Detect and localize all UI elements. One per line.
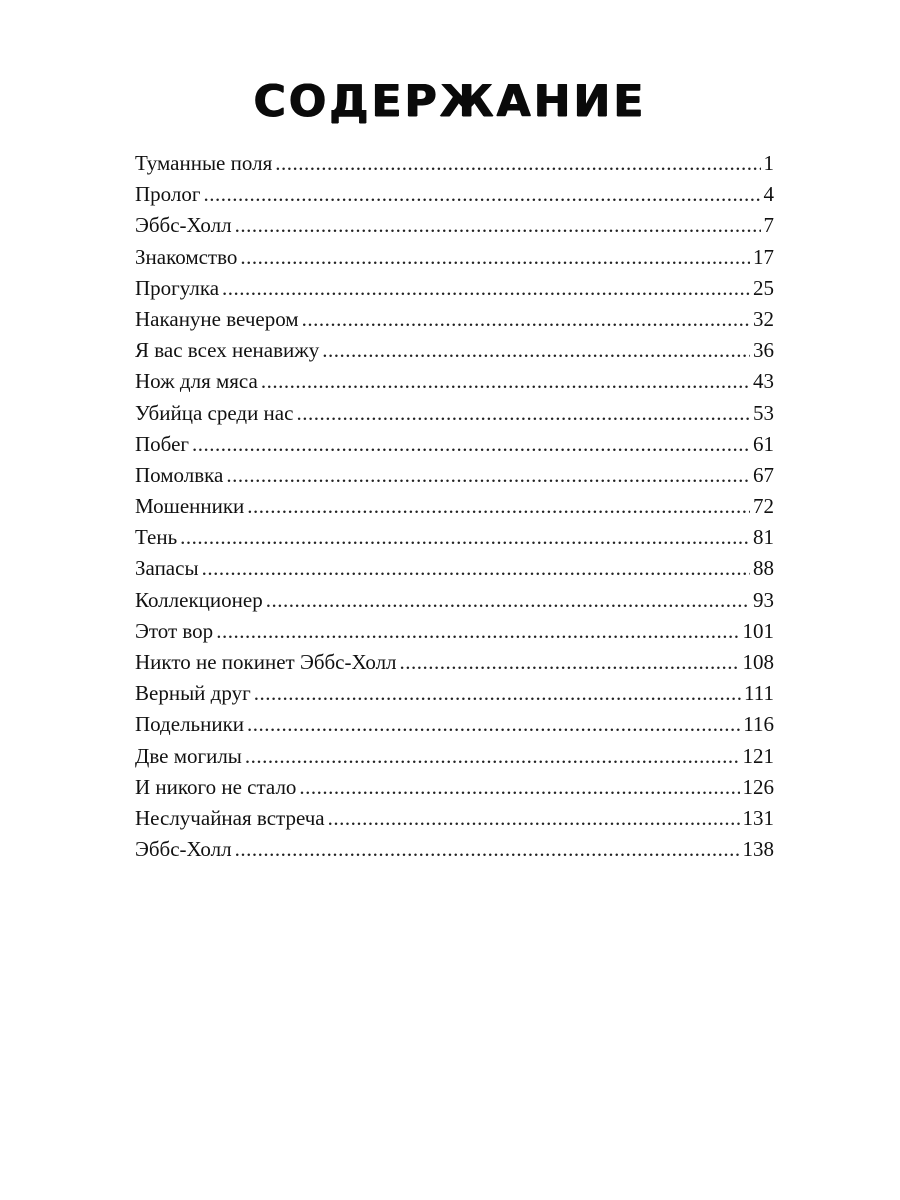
- dot-leader: [322, 335, 750, 366]
- toc-page-number: 101: [742, 618, 774, 643]
- toc-page-number: 25: [753, 275, 774, 300]
- toc-page-number: 116: [743, 712, 774, 737]
- dot-leader: [275, 148, 760, 179]
- toc-page-number: 121: [742, 743, 774, 768]
- toc-page-number: 126: [742, 774, 774, 799]
- dot-leader: [216, 616, 739, 647]
- toc-entry: [135, 335, 774, 366]
- toc-entry-title: Этот вор: [135, 618, 214, 643]
- toc-entry-title: И никого не стало: [135, 774, 297, 799]
- page-title: СОДЕРЖАНИЕ: [253, 76, 647, 127]
- dot-leader: [266, 585, 750, 616]
- toc-entry: [135, 242, 774, 273]
- toc-entry: [135, 553, 774, 584]
- dot-leader: [400, 647, 740, 678]
- toc-entry-title: Пролог: [135, 182, 201, 207]
- dot-leader: [296, 398, 750, 429]
- toc-entry: [135, 460, 774, 491]
- toc-page-number: 36: [753, 338, 774, 363]
- toc-entry: [135, 678, 774, 709]
- toc-entry: [135, 616, 774, 647]
- dot-leader: [328, 803, 740, 834]
- dot-leader: [192, 429, 750, 460]
- toc-page-number: 67: [753, 462, 774, 487]
- toc-entry-title: Убийца среди нас: [135, 400, 294, 425]
- dot-leader: [299, 772, 739, 803]
- toc-entry: [135, 585, 774, 616]
- toc-entry-title: Накануне вечером: [135, 306, 299, 331]
- dot-leader: [222, 273, 750, 304]
- toc-page-number: 88: [753, 556, 774, 581]
- toc-page-number: 43: [753, 369, 774, 394]
- toc-entry: [135, 148, 774, 179]
- toc-page-number: 7: [763, 213, 774, 238]
- toc-page-number: 138: [742, 837, 774, 862]
- dot-leader: [203, 179, 760, 210]
- toc-entry: [135, 179, 774, 210]
- toc-entry: [135, 709, 774, 740]
- toc-entry: [135, 210, 774, 241]
- toc-entry-title: Подельники: [135, 712, 245, 737]
- dot-leader: [240, 242, 750, 273]
- toc-entry-title: Верный друг: [135, 681, 251, 706]
- toc-entry-title: Запасы: [135, 556, 199, 581]
- toc-entry-title: Две могилы: [135, 743, 242, 768]
- toc-page-number: 53: [753, 400, 774, 425]
- dot-leader: [254, 678, 741, 709]
- toc-page-number: 93: [753, 587, 774, 612]
- table-of-contents: [135, 148, 774, 865]
- toc-entry-title: Помолвка: [135, 462, 224, 487]
- dot-leader: [261, 366, 750, 397]
- toc-entry-title: Прогулка: [135, 275, 220, 300]
- toc-entry-title: Эббс-Холл: [135, 837, 232, 862]
- toc-page-number: 108: [742, 650, 774, 674]
- toc-entry-title: Коллекционер: [135, 587, 263, 612]
- toc-entry-title: Нож для мяса: [135, 369, 258, 394]
- toc-entry-title: Знакомство: [135, 244, 238, 269]
- toc-entry-title: Мошенники: [135, 494, 245, 519]
- toc-entry: [135, 491, 774, 522]
- toc-page-number: 111: [744, 681, 774, 706]
- toc-entry-title: Я вас всех ненавижу: [135, 338, 320, 363]
- toc-page-number: 4: [763, 182, 774, 207]
- toc-entry: [135, 772, 774, 803]
- dot-leader: [226, 460, 750, 491]
- toc-entry-title: Никто не покинет Эббс-Холл: [135, 650, 397, 674]
- toc-page-number: 131: [742, 805, 774, 830]
- toc-entry-title: Неслучайная встреча: [135, 805, 325, 830]
- dot-leader: [247, 491, 750, 522]
- dot-leader: [180, 522, 750, 553]
- toc-page-number: 32: [753, 306, 774, 331]
- toc-entry: [135, 304, 774, 335]
- dot-leader: [245, 741, 740, 772]
- toc-page-number: 61: [753, 431, 774, 456]
- toc-entry: [135, 522, 774, 553]
- toc-page-number: 17: [753, 244, 774, 269]
- toc-entry: [135, 273, 774, 304]
- toc-page-number: 81: [753, 525, 774, 550]
- toc-entry: [135, 366, 774, 397]
- toc-entry-title: Туманные поля: [135, 151, 273, 175]
- toc-entry-title: Побег: [135, 431, 190, 456]
- toc-entry: [135, 647, 774, 678]
- toc-entry: [135, 741, 774, 772]
- dot-leader: [235, 834, 740, 865]
- toc-entry: [135, 429, 774, 460]
- toc-page-number: 1: [763, 151, 774, 175]
- toc-entry: [135, 834, 774, 865]
- toc-entry-title: Эббс-Холл: [135, 213, 232, 238]
- dot-leader: [235, 210, 761, 241]
- dot-leader: [302, 304, 750, 335]
- toc-entry-title: Тень: [135, 525, 178, 550]
- toc-entry: [135, 803, 774, 834]
- toc-page-number: 72: [753, 494, 774, 519]
- dot-leader: [247, 709, 740, 740]
- toc-entry: [135, 398, 774, 429]
- dot-leader: [202, 553, 750, 584]
